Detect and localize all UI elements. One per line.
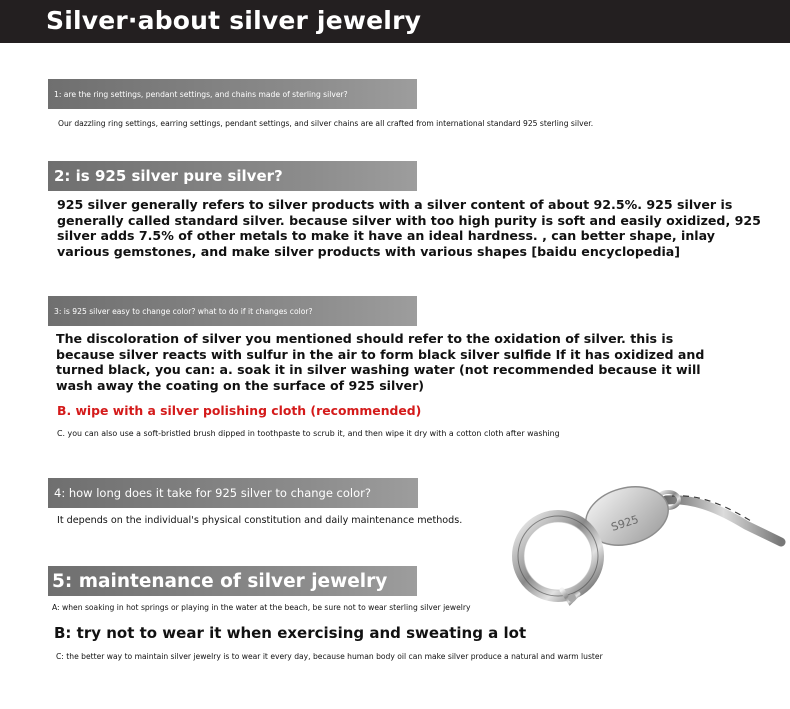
answer-4-text: It depends on the individual's physical constitution and daily maintenance methods.: [57, 515, 463, 526]
tip-5a-text: A: when soaking in hot springs or playing in the water at the beach, be sure not to wear sterling silver jewelry: [52, 603, 471, 612]
answer-2-line: various gemstones, and make silver products with various shapes [baidu encyclopedia]: [57, 243, 681, 259]
question-2-text: 2: is 925 silver pure silver?: [54, 167, 283, 185]
tip-5c-text: C: the better way to maintain silver jewelry is to wear it every day, because human body oil can make silver produce a natural and warm luster: [56, 652, 603, 661]
tip-5b-text: B: try not to wear it when exercising and sweating a lot: [54, 624, 527, 642]
answer-3-line: because silver reacts with sulfur in the air to form black silver sulfide If it has oxidized and: [56, 346, 705, 362]
answer-3-paragraph: [56, 331, 704, 393]
question-3-text: 3: is 925 silver easy to change color? what to do if it changes color?: [54, 306, 313, 316]
question-2-bar: [48, 161, 417, 191]
question-1-text: 1: are the ring settings, pendant settings, and chains made of sterling silver?: [54, 89, 348, 99]
page-title: Silver·about silver jewelry: [46, 6, 422, 35]
answer-2-line: silver adds 7.5% of other metals to make it have an ideal hardness. , can better shape, inlay: [57, 228, 715, 243]
question-1-bar: [48, 79, 417, 109]
question-5-text: 5: maintenance of silver jewelry: [52, 570, 388, 592]
header-bar: [0, 0, 790, 43]
question-3-bar: [48, 296, 417, 326]
question-4-text: 4: how long does it take for 925 silver to change color?: [54, 486, 371, 500]
tip-3b-text: B. wipe with a silver polishing cloth (recommended): [57, 403, 422, 418]
tip-3c-text: C. you can also use a soft-bristled brush dipped in toothpaste to scrub it, and then wipe it dry with a cotton cloth after washing: [57, 429, 560, 438]
answer-3-line: turned black, you can: a. soak it in silver washing water (not recommended because it will: [56, 362, 701, 377]
answer-3-line: The discoloration of silver you mentioned should refer to the oxidation of silver. this is: [56, 331, 674, 346]
silver-clasp-image: [496, 470, 790, 610]
answer-3-line: wash away the coating on the surface of 925 silver): [56, 377, 425, 393]
s925-stamp: S925: [609, 512, 641, 534]
question-4-bar: [48, 478, 418, 508]
answer-1-text: Our dazzling ring settings, earring settings, pendant settings, and silver chains are all crafted from international standard 925 sterling silver.: [58, 119, 594, 128]
answer-2-line: generally called standard silver. because silver with too high purity is soft and easily oxidized, 925: [57, 212, 761, 228]
answer-2-line: 925 silver generally refers to silver products with a silver content of about 92.5%. 925 silver is: [57, 197, 733, 212]
question-5-bar: [48, 566, 417, 596]
answer-2-paragraph: [57, 197, 761, 259]
